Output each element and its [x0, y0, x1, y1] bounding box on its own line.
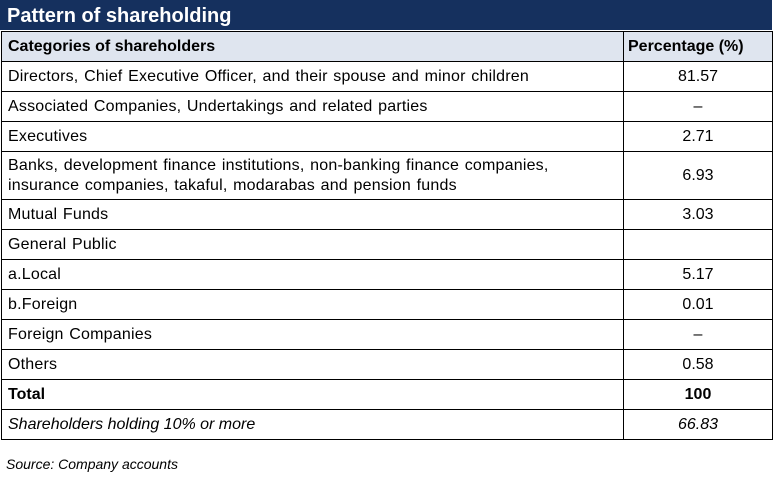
table-row: [2, 350, 773, 380]
row-category: General Public: [2, 230, 624, 260]
shareholding-table: [1, 31, 773, 440]
source-note: Source: Company accounts: [6, 456, 178, 472]
row-category: Others: [2, 350, 624, 380]
total-percentage: 100: [624, 380, 773, 410]
row-category: Foreign Companies: [2, 320, 624, 350]
row-category: Mutual Funds: [2, 200, 624, 230]
header-percentage: Percentage (%): [624, 32, 773, 62]
row-percentage: 0.58: [624, 350, 773, 380]
row-category: Banks, development finance institutions, non-banking finance companies, insurance companies, takaful, modarabas and pension funds: [2, 152, 624, 200]
row-category: a.Local: [2, 260, 624, 290]
row-percentage: 5.17: [624, 260, 773, 290]
total-row: [2, 380, 773, 410]
table-row: [2, 92, 773, 122]
row-percentage: [624, 230, 773, 260]
table-row: [2, 200, 773, 230]
row-percentage: 0.01: [624, 290, 773, 320]
table-row: [2, 62, 773, 92]
table-row: [2, 260, 773, 290]
header-category: Categories of shareholders: [2, 32, 624, 62]
table-title: Pattern of shareholding: [0, 0, 772, 30]
major-holders-label: Shareholders holding 10% or more: [2, 410, 624, 440]
row-category: b.Foreign: [2, 290, 624, 320]
table-row: [2, 320, 773, 350]
row-category: Directors, Chief Executive Officer, and their spouse and minor children: [2, 62, 624, 92]
row-category: Executives: [2, 122, 624, 152]
row-percentage: –: [624, 320, 773, 350]
table-row: [2, 122, 773, 152]
row-percentage: 2.71: [624, 122, 773, 152]
row-percentage: 81.57: [624, 62, 773, 92]
table-row: [2, 290, 773, 320]
major-holders-row: [2, 410, 773, 440]
row-category: Associated Companies, Undertakings and related parties: [2, 92, 624, 122]
table-header-row: [2, 32, 773, 62]
row-percentage: –: [624, 92, 773, 122]
table-row: [2, 152, 773, 200]
table-row: [2, 230, 773, 260]
row-percentage: 6.93: [624, 152, 773, 200]
major-holders-percentage: 66.83: [624, 410, 773, 440]
total-label: Total: [2, 380, 624, 410]
row-percentage: 3.03: [624, 200, 773, 230]
